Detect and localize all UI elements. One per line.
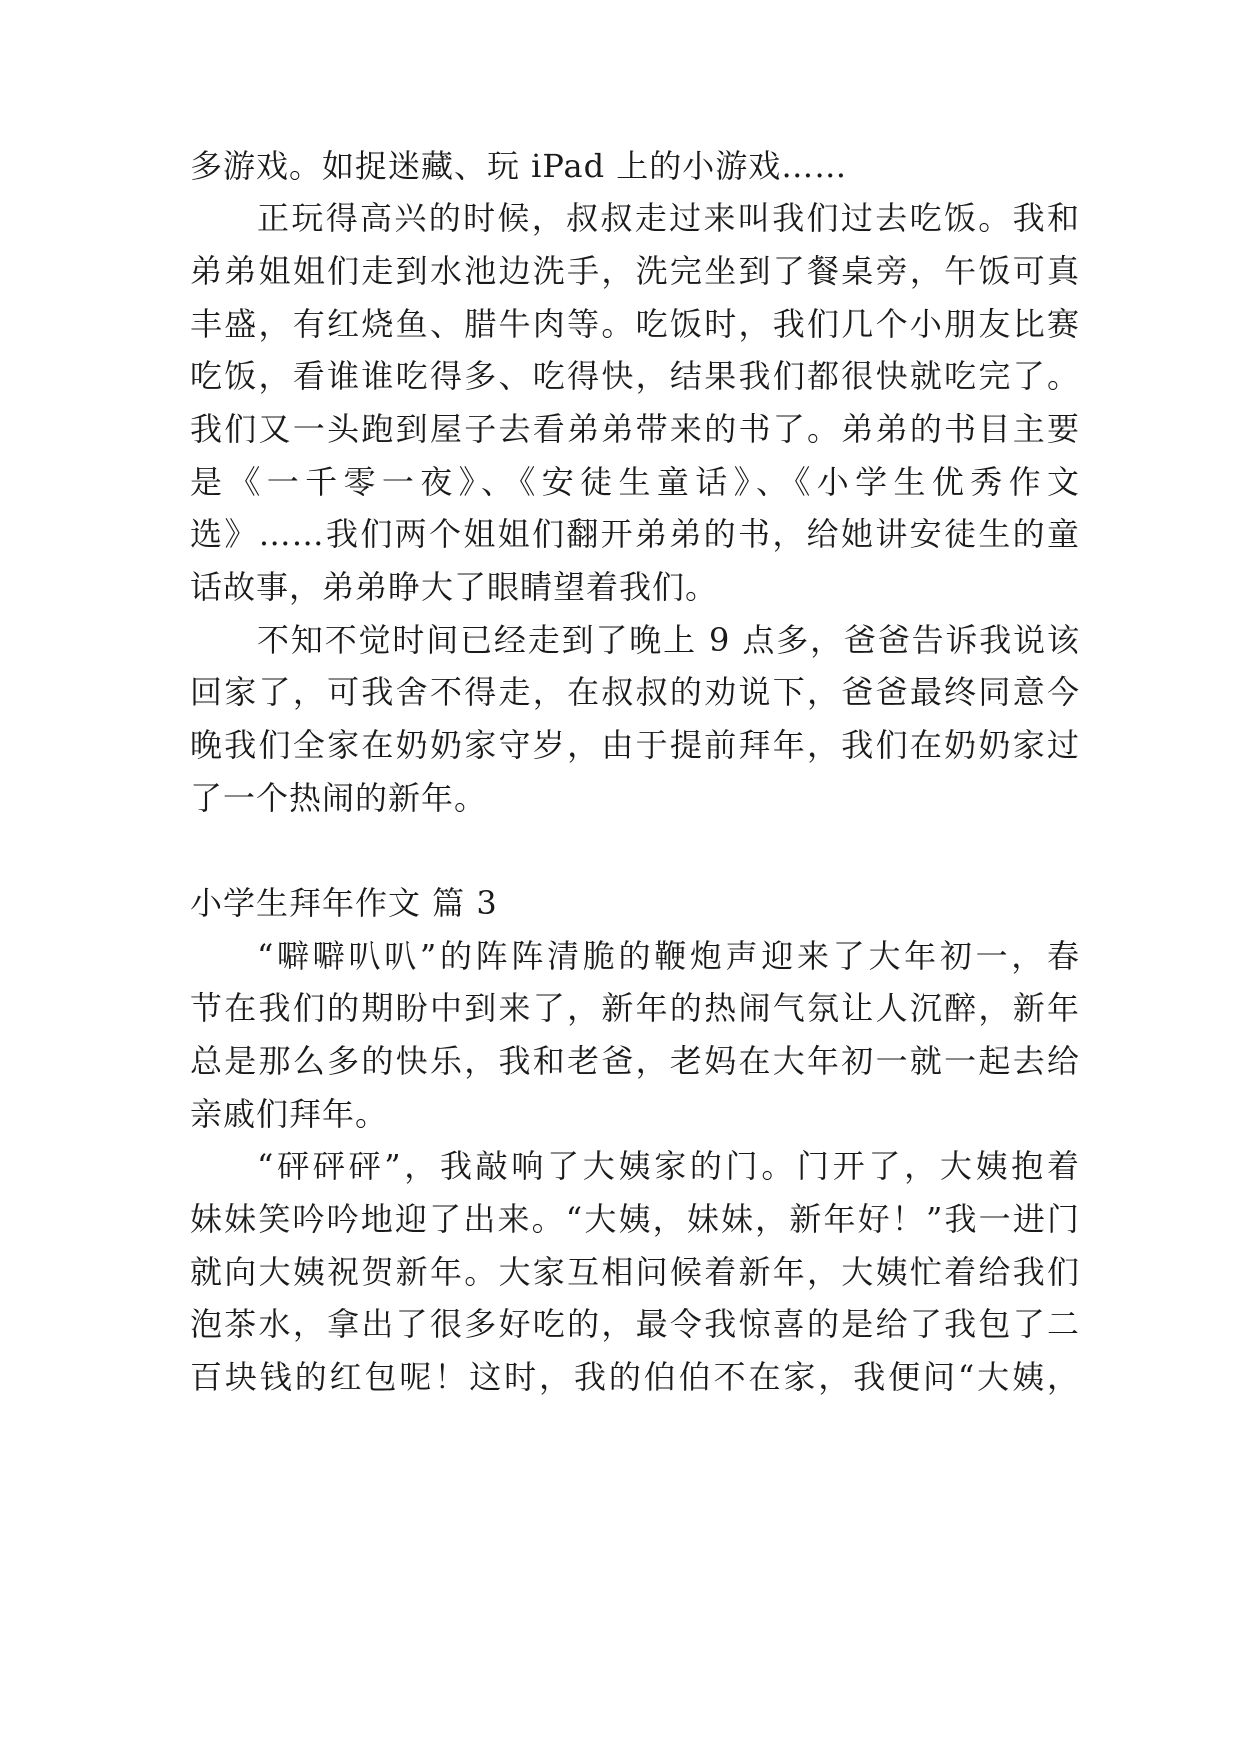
text-line: 吃饭，看谁谁吃得多、吃得快，结果我们都很快就吃完了。 — [190, 357, 1080, 395]
text-line: 了一个热闹的新年。 — [190, 779, 488, 817]
text-line: 多游戏。如捉迷藏、玩 iPad 上的小游戏…… — [190, 147, 848, 185]
text-line: 晚我们全家在奶奶家守岁，由于提前拜年，我们在奶奶家过 — [190, 726, 1080, 764]
text-line: 我们又一头跑到屋子去看弟弟带来的书了。弟弟的书目主要 — [190, 410, 1080, 448]
text-line: 是《一千零一夜》、《安徒生童话》、《小学生优秀作文 — [190, 463, 1080, 501]
paragraph-first-line: 不知不觉时间已经走到了晚上 9 点多，爸爸告诉我说该 — [257, 621, 1080, 659]
text-line: 泡茶水，拿出了很多好吃的，最令我惊喜的是给了我包了二 — [190, 1305, 1080, 1343]
text-line: 回家了，可我舍不得走，在叔叔的劝说下，爸爸最终同意今 — [190, 673, 1080, 711]
text-line: 总是那么多的快乐，我和老爸，老妈在大年初一就一起去给 — [190, 1042, 1080, 1080]
text-line: 选》……我们两个姐姐们翻开弟弟的书，给她讲安徒生的童 — [190, 515, 1080, 553]
text-line: 弟弟姐姐们走到水池边洗手，洗完坐到了餐桌旁，午饭可真 — [190, 252, 1080, 290]
paragraph-first-line: “噼噼叭叭”的阵阵清脆的鞭炮声迎来了大年初一，春 — [257, 937, 1080, 975]
text-line: 百块钱的红包呢！这时，我的伯伯不在家，我便问“大姨， — [190, 1358, 1080, 1396]
text-line: 节在我们的期盼中到来了，新年的热闹气氛让人沉醉，新年 — [190, 989, 1080, 1027]
text-line: 亲戚们拜年。 — [190, 1095, 389, 1133]
paragraph-first-line: 正玩得高兴的时候，叔叔走过来叫我们过去吃饭。我和 — [257, 199, 1080, 237]
text-line: 就向大姨祝贺新年。大家互相问候着新年，大姨忙着给我们 — [190, 1253, 1080, 1291]
text-line: 丰盛，有红烧鱼、腊牛肉等。吃饭时，我们几个小朋友比赛 — [190, 305, 1080, 343]
text-line: 妹妹笑吟吟地迎了出来。“大姨，妹妹，新年好！”我一进门 — [190, 1200, 1080, 1238]
paragraph-first-line: “砰砰砰”，我敲响了大姨家的门。门开了，大姨抱着 — [257, 1147, 1080, 1185]
section-heading: 小学生拜年作文 篇 3 — [190, 884, 498, 922]
text-line: 话故事，弟弟睁大了眼睛望着我们。 — [190, 568, 719, 606]
